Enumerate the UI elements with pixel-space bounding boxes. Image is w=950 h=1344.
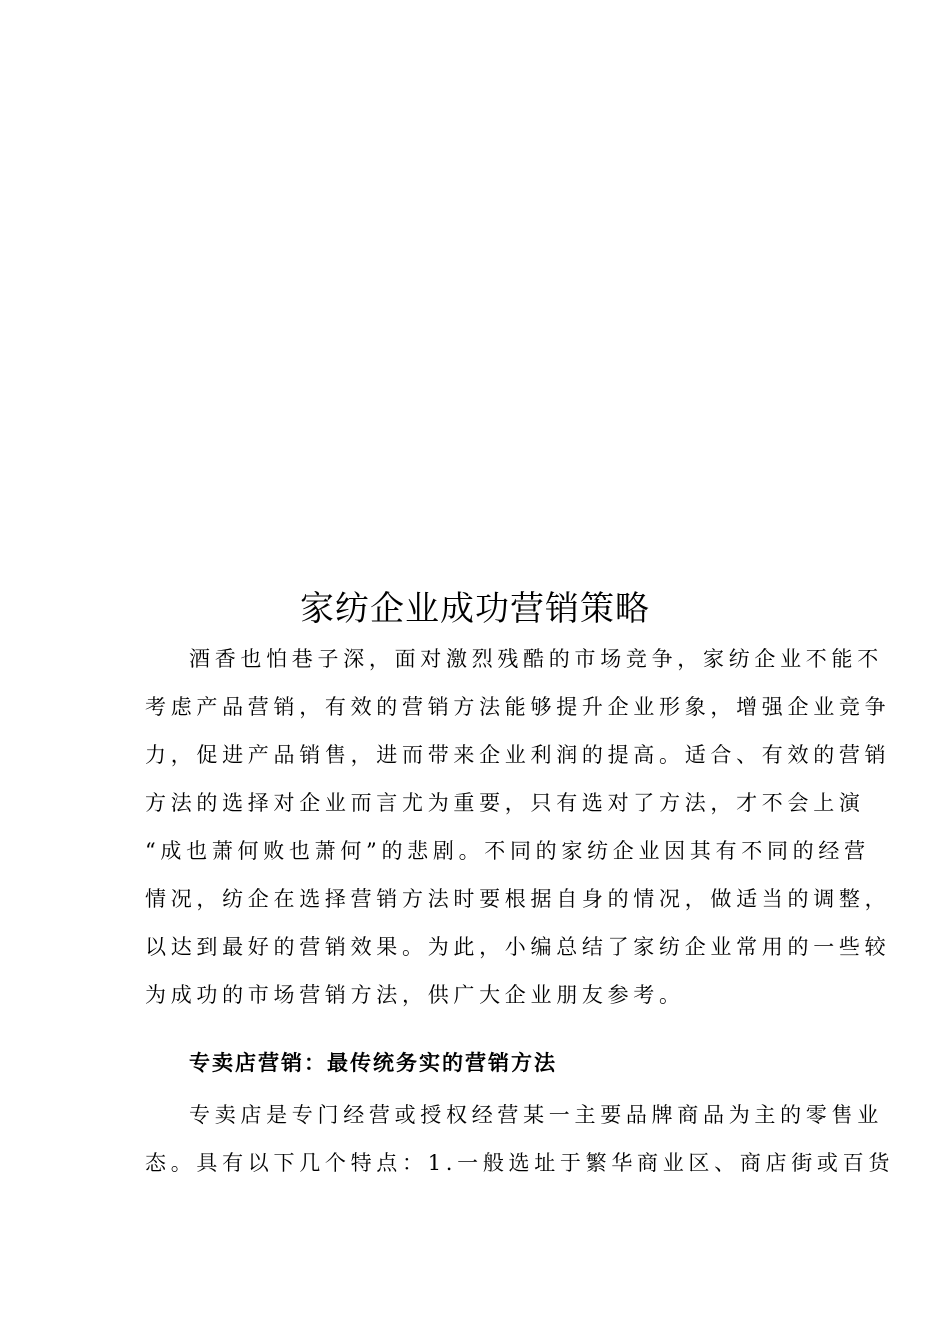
specialty-store-paragraph (145, 1091, 895, 1187)
intro-paragraph (145, 635, 891, 1019)
paragraph-line: 专卖店是专门经营或授权经营某一主要品牌商品为主的零售业 (189, 1103, 883, 1127)
paragraph-line: 态。具有以下几个特点：1.一般选址于繁华商业区、商店街或百货 (145, 1151, 895, 1175)
paragraph-line: 酒香也怕巷子深，面对激烈残酷的市场竞争，家纺企业不能不 (189, 647, 883, 671)
paragraph-line: 以达到最好的营销效果。为此，小编总结了家纺企业常用的一些较 (145, 935, 891, 959)
paragraph-line: 力，促进产品销售，进而带来企业利润的提高。适合、有效的营销 (145, 743, 891, 767)
paragraph-line: 为成功的市场营销方法，供广大企业朋友参考。 (145, 983, 685, 1007)
paragraph-line: 考虑产品营销，有效的营销方法能够提升企业形象，增强企业竞争 (145, 695, 891, 719)
paragraph-line: 方法的选择对企业而言尤为重要，只有选对了方法，才不会上演 (145, 791, 865, 815)
paragraph-line: “成也萧何败也萧何”的悲剧。不同的家纺企业因其有不同的经营 (145, 839, 870, 863)
paragraph-line: 情况，纺企在选择营销方法时要根据自身的情况，做适当的调整， (145, 887, 891, 911)
document-title: 家纺企业成功营销策略 (300, 588, 650, 629)
section-heading: 专卖店营销：最传统务实的营销方法 (189, 1050, 557, 1075)
